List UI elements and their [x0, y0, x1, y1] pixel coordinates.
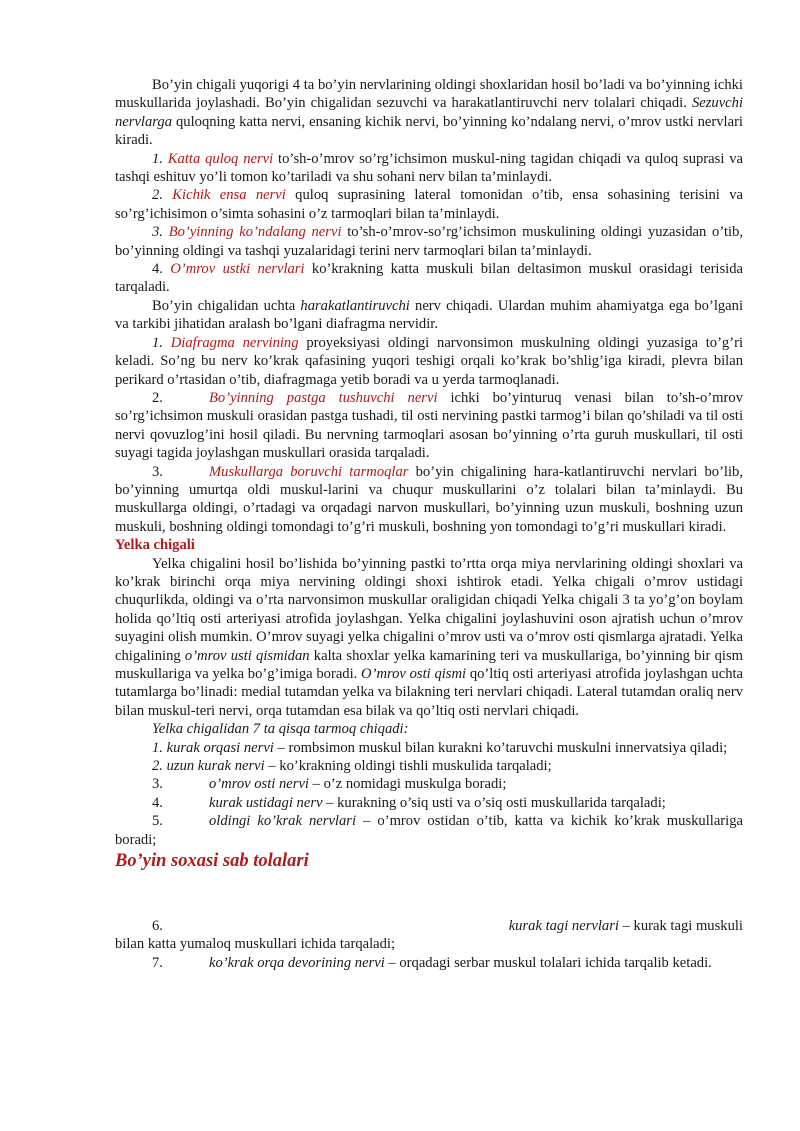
short-branch-3: 3. o’mrov osti nervi – o’z nomidagi muskulga boradi; [152, 776, 507, 793]
short-branch-6-continuation: bilan katta yumaloq muskullari ichida tarqaladi; [115, 936, 396, 953]
intro-paragraph: Bo’yin chigali yuqorigi 4 ta bo’yin nervlarining oldingi shoxlaridan hosil bo’ladi va bo’yinning ichki muskullarida joylashadi. Bo’yin chigalidan sezuvchi va harakatlantiruvchi nerv tolalari chiqadi. Sezuvchi nervlarga quloqning katta nervi, ensaning kichik nervi, bo’yinning ko’ndalang nervi, o’mrov ustki nervlari kiradi. [115, 77, 743, 149]
short-branch-1: 1. kurak orqasi nervi – rombsimon muskul bilan kurakni ko’taruvchi muskulni innervatsiya qiladi; [152, 739, 728, 756]
document-page [115, 76, 743, 972]
motor-item-3: 3. Muskullarga boruvchi tarmoqlar bo’yin chigalining hara-katlantiruvchi nervlari bo’lib, bo’yinning umurtqa oldi muskul-larini va chuqur muskullarini o’z tolalari bilan ta’minlaydi. Bu muskullarga oldingi, o’rtadagi va orqadagi narvon muskullari, bo’yinning uzun muskuli, boshning uzun muskuli, boshning oldingi tomondagi to’g’ri muskuli, boshning yon tomondagi to’g’ri muskullari kiradi. [115, 463, 743, 535]
spacer [115, 873, 743, 917]
brachial-plexus-paragraph: Yelka chigalini hosil bo’lishida bo’yinning pastki to’rtta orqa miya nervlarining oldingi shoxlari va ko’krak birinchi orqa miya nervining oldingi shoxi ishtirok etadi. Yelka chigali o’mrov ustidagi chuqurlikda, oldingi va o’rta narvonsimon muskullar oraligidan chiqadi Yelka chigali 3 ta yo’g’on boylam holida qo’ltiq osti arteriyasi atrofida joylashgan. Yelka chigalini joylashuvini oson ajratish uchun o’mrov suyagini olish mumkin. O’mrov suyagi yelka chigalini o’mrov usti va o’mrov osti qismlarga ajratadi. Yelka chigalining o’mrov usti qismidan kalta shoxlar yelka kamarining teri va muskullariga, bo’yinning bir qism muskullariga va yelka bo’g’imiga boradi. O’mrov osti qismi qo’ltiq osti arteriyasi atrofida joylashgan uchta tutamlarga bo’linadi: medial tutamdan yelka va bilakning teri nervlari chiqadi. Lateral tutamdan oraliq nerv bilan muskul-teri nervi, orqa tutamdan esa bilak va qo’ltiq osti nervlari chiqadi. [115, 555, 744, 719]
sensory-item-3: 3. Bo’yinning ko’ndalang nervi to’sh-o’mrov-so’rg’ichsimon muskulining oldingi yuzasidan o’tib, bo’yinning oldingi va tashqi yuzalaridagi terini nerv tarmoqlari bilan ta’minlaydi. [115, 224, 744, 259]
section-heading-neck-fibers: Bo’yin soxasi sab tolalari [115, 851, 309, 872]
sensory-item-1: 1. Katta quloq nervi to’sh-o’mrov so’rg’ichsimon muskul-ning tagidan chiqadi va quloq suprasi va tashqi eshituv yo’li tomon ko’tariladi va shu sohani nerv bilan ta’minlaydi. [115, 150, 744, 186]
motor-item-2: 2. Bo’yinning pastga tushuvchi nervi ichki bo’yinturuq venasi bilan to’sh-o’mrov so’rg’ichsimon muskuli orasidan pastga tushadi, til osti nervining pastki tarmog’i bilan qo’shiladi va til osti nervi qovuzlog’ini hosil qiladi. Bu nervning tarmoqlari asosan bo’yinning o’rta guruh muskullari, til osti suyagi tagida joylashgan muskullari orasida tarqaladi. [115, 389, 743, 462]
short-branches-intro: Yelka chigalidan 7 ta qisqa tarmoq chiqadi: [152, 721, 409, 738]
short-branch-4: 4. kurak ustidagi nerv – kurakning o’siq usti va o’siq osti muskullarida tarqaladi; [152, 794, 666, 811]
sensory-item-4: 4. O’mrov ustki nervlari ko’krakning katta muskuli bilan deltasimon muskul orasidagi terisida tarqaladi. [115, 261, 743, 296]
motor-item-1: 1. Diafragma nervining proyeksiyasi oldingi narvonsimon muskulning oldingi yuzasiga to’g’ri keladi. So’ng bu nerv ko’krak qafasining yuqori teshigi orqali ko’krak bo’shlig’iga kiradi, plevra bilan perikard o’rtasidan o’tib, diafragmaga yetib boradi va u yerda tarmoqlanadi. [115, 334, 744, 388]
motor-intro-paragraph: Bo’yin chigalidan uchta harakatlantiruvchi nerv chiqadi. Ulardan muhim ahamiyatga ega bo’lgani va tarkibi jihatidan aralash bo’lgani diafragma nervidir. [115, 297, 743, 333]
short-branch-2: 2. uzun kurak nervi – ko’krakning oldingi tishli muskulida tarqaladi; [152, 758, 552, 775]
short-branch-6: 6. kurak tagi nervlari – kurak tagi muskuli [152, 918, 743, 935]
short-branch-7: 7. ko’krak orqa devorining nervi – orqadagi serbar muskul tolalari ichida tarqalib ketadi. [152, 954, 712, 971]
section-heading-brachial-plexus: Yelka chigali [115, 537, 195, 554]
sensory-item-2: 2. Kichik ensa nervi quloq suprasining lateral tomonidan o’tib, ensa sohasining terisini va so’rg’ichisimon o’simta sohasini o’z tarmoqlari bilan ta’minlaydi. [115, 187, 743, 222]
short-branch-5: 5. oldingi ko’krak nervlari – o’mrov ostidan o’tib, katta va kichik ko’krak muskullariga boradi; [115, 813, 743, 848]
